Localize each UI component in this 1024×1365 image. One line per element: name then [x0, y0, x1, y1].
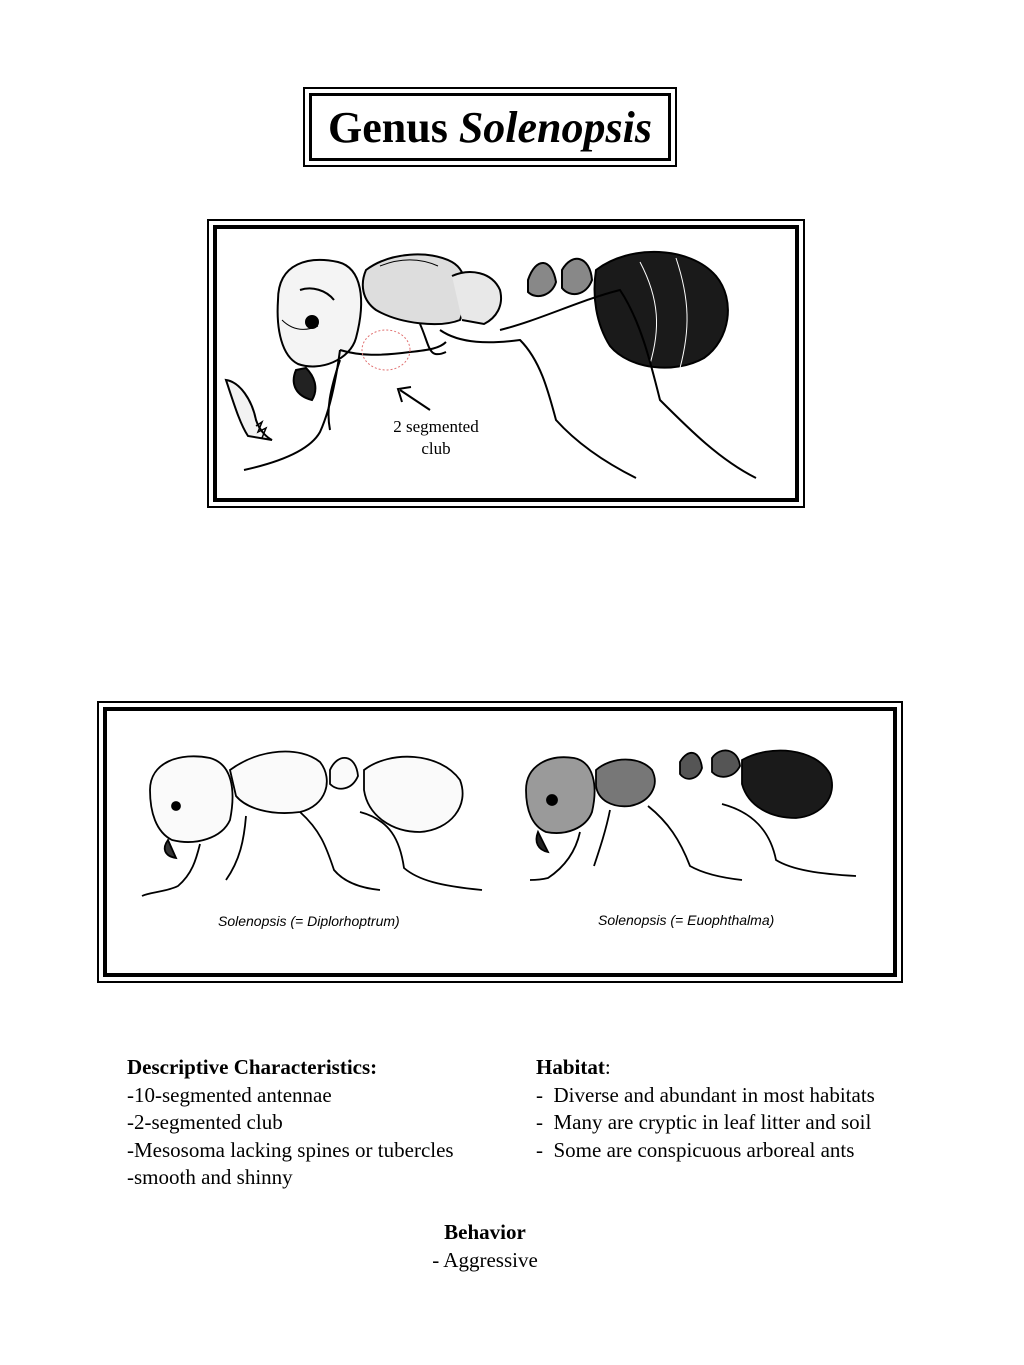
descriptive-item: -10-segmented antennae	[127, 1082, 332, 1107]
habitat-item: - Diverse and abundant in most habitats	[536, 1082, 875, 1107]
main-ant-drawing	[244, 252, 756, 478]
behavior-heading: Behavior	[444, 1220, 526, 1244]
habitat-colon: :	[604, 1055, 611, 1079]
habitat-item: - Some are conspicuous arboreal ants	[536, 1137, 855, 1162]
habitat	[536, 1054, 956, 1164]
comparison-figure	[97, 701, 903, 983]
descriptive-heading: Descriptive Characteristics:	[127, 1055, 378, 1079]
behavior-item: - Aggressive	[432, 1247, 538, 1272]
caption-euophthalma: Solenopsis (= Euophthalma)	[598, 912, 775, 928]
club-highlight	[362, 330, 410, 370]
habitat-heading-line	[536, 1054, 956, 1082]
title-prefix: Genus	[328, 102, 448, 152]
caption-diplorhoptrum: Solenopsis (= Diplorhoptrum)	[218, 913, 400, 929]
behavior	[380, 1219, 590, 1274]
descriptive-item: -Mesosoma lacking spines or tubercles	[127, 1137, 454, 1162]
club-label-line2: club	[421, 439, 451, 458]
habitat-item: - Many are cryptic in leaf litter and soil	[536, 1110, 872, 1134]
descriptive-characteristics	[127, 1054, 517, 1192]
club-arrow	[398, 387, 430, 410]
club-label	[372, 416, 500, 460]
comparison-figure-frame	[103, 707, 897, 977]
habitat-heading: Habitat	[536, 1055, 605, 1079]
descriptive-item: -smooth and shinny	[127, 1165, 293, 1189]
mandible-inset-drawing	[226, 380, 272, 440]
club-label-line1: 2 segmented	[393, 417, 479, 436]
descriptive-item: -2-segmented club	[127, 1110, 283, 1134]
title-genus: Solenopsis	[458, 102, 652, 152]
